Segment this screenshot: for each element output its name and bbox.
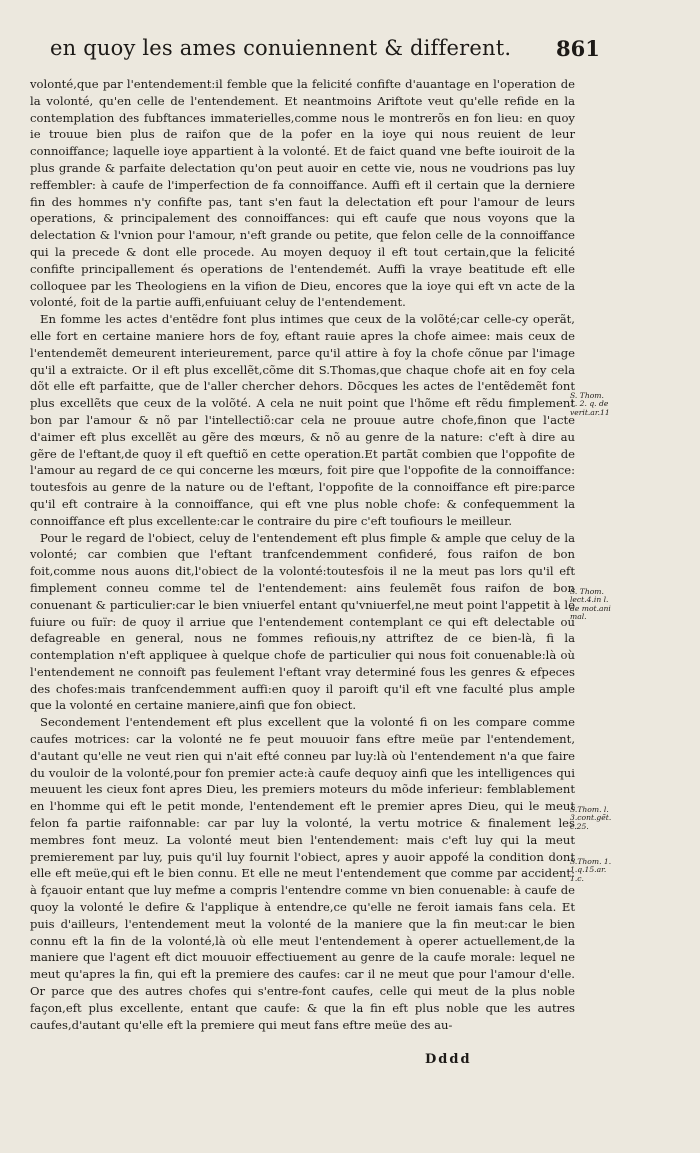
marginal-note: S.Thom. l. 3.cont.gẽt. c.25. <box>570 805 612 831</box>
page-number: 861 <box>556 36 600 61</box>
main-text <box>30 76 575 1033</box>
marginal-note: S.Thom. 1. 1.q.15.ar. 1.c. <box>570 857 612 883</box>
signature-mark: Dddd <box>425 1052 472 1067</box>
marginal-note: S. Thom. 1. 2. q. de verit.ar.11 <box>570 391 610 417</box>
paragraph: volonté,que par l'entendement:il femble que la felicité confifte d'auantage en l'operation de la volonté, qu'en celle de l'entendement. Et neantmoins Ariftote veut qu'elle refide en la contemplation des fubftances immaterielles,comme nous le montrerõs en fon lieu: en quoy ie trouue bien plus de raifon que de la pofer en la ioye qui nous reuient de leur connoiffance; laquelle ioye appartient à la volonté. Et de faict quand vne befte iouiroit de la plus grande & parfaite delectation qu'on peut auoir en cette vie, nous ne voudrions pas luy reffembler: à caufe de l'imperfection de fa connoiffance. Auffi eft il certain que la derniere fin des hommes n'y confifte pas, tant s'en faut la delectation eft pour l'amour de leurs operations, & principalement des connoiffances: qui eft caufe que nous voyons que la delectation & l'vnion pour l'amour, n'eft grande ou petite, que felon celle de la connoiffance qui la precede & dont elle procede. Au moyen dequoy il eft tout certain,que la felicité confifte principallement és operations de l'entendemét. Auffi la vraye beatitude eft elle colloquee par les Theologiens en la vifion de Dieu, encores que la ioye qui eft vn acte de la volonté, foit de la partie auffi,enfuiuant celuy de l'entendement. <box>30 77 575 310</box>
paragraph: Pour le regard de l'obiect, celuy de l'entendement eft plus fimple & ample que celuy de la volonté; car combien que l'eftant tranfcendemment confideré, fous raifon de bon foit,comme nous auons dit,l'obiect de la volonté:toutesfois il ne la meut pas lors qu'il eft fimplement conneu comme tel de l'entendement: ains feulemẽt fous raifon de bon conuenant & particulier:car le bien vniuerfel entant qu'vniuerfel,ne meut point l'appetit à le fuiure ou fuïr: de quoy il arriue que l'entendement contemplant ce qui eft delectable ou defagreable en general, nous ne fommes refiouis,ny attriftez de ce bien-là, fi la contemplation n'eft appliquee à quelque chofe de particulier qui nous foit conuenable:là où l'entendement ne connoift pas feulement l'eftant vray determiné fous les genres & efpeces des chofes:mais tranfcendemment auffi:en quoy il paroift qu'il eft vne faculté plus ample que la volonté en certaine maniere,ainfi que fon obiect. <box>30 530 575 713</box>
marginal-note: S. Thom. lect.4.in l. de mot.ani mal. <box>570 587 611 622</box>
paragraph: En fomme les actes d'entẽdre font plus intimes que ceux de la volõté;car celle-cy operãt, elle fort en certaine maniere hors de foy, eftant rauie apres la chofe aimee: mais ceux de l'entendemẽt demeurent interieurement, parce qu'il attire à foy la chofe cõnue par l'image qu'il a extraicte. Or il eft plus excellẽt,cõme dit S.Thomas,que chaque chofe ait en foy cela dõt elle eft parfaitte, que de l'aller chercher dehors. Dõcques les actes de l'entẽdemẽt font plus excellẽts que ceux de la volõté. A cela ne nuit point que l'hõme eft rẽdu fimplement bon par l'amour & nõ par l'intellectiõ:car cela ne prouue autre chofe,finon que l'acte d'aimer eft plus excellẽt au gẽre des mœurs, & nõ au genre de la nature: c'eft à dire au gẽre de l'eftant,de quoy il eft queftiõ en cette operation.Et partãt combien que l'oppofite de l'amour au regard de ce qui concerne les mœurs, foit pire que l'oppofite de la connoiffance: toutesfois au genre de la nature ou de l'eftant, l'oppofite de la connoiffance eft pire:parce qu'il eft contraire à la connoiffance, qui eft vne plus noble chofe: & confequemment la connoiffance eft plus excellente:car le contraire du pire c'eft toufiours le meilleur. <box>30 312 575 528</box>
running-title: en quoy les ames conuiennent & different. <box>50 36 512 60</box>
paragraph: Secondement l'entendement eft plus excellent que la volonté fi on les compare comme caufes motrices: car la volonté ne fe peut mouuoir fans eftre meüe par l'entendement, d'autant qu'elle ne veut rien qui n'ait efté conneu par luy:là où l'entendement n'a que faire du vouloir de la volonté,pour fon premier acte:à caufe dequoy ainfi que les intelligences qui meuuent les cieux font apres Dieu, les premiers moteurs du mõde inferieur: femblablement en l'homme qui eft le petit monde, l'entendement eft le premier apres Dieu, qui le meut felon fa partie raifonnable: car par luy la volonté, la vertu motrice & finalement les membres font meuz. La volonté meut bien l'entendement: mais c'eft luy qui la meut premierement par luy, puis qu'il luy fournit l'obiect, apres y auoir appofé la condition dont elle eft meüe,qui eft le bien connu. Et elle ne meut l'entendement que comme par accident: à fçauoir entant que luy mefme a compris l'entendre comme vn bien conuenable: à caufe de quoy la volonté le defire & l'applique à entendre,ce qu'elle ne feroit iamais fans cela. Et puis d'ailleurs, l'entendement meut la volonté de la maniere que la fin meut:car le bien connu eft la fin de la volonté,là où elle meut l'entendement à operer actuellement,de la maniere que l'agent eft dict mouuoir effectiuement au genre de la caufe morale: lequel ne meut qu'apres la fin, qui eft la premiere des caufes: car il ne meut que pour l'amour d'elle. Or parce que des autres chofes qui s'entre-font caufes, celle qui meut de la plus noble façon,eft plus excellente, entant que caufe: & que la fin eft plus noble que les autres caufes,d'autant qu'elle eft la premiere qui meut fans eftre meüe des au- <box>30 715 575 1032</box>
